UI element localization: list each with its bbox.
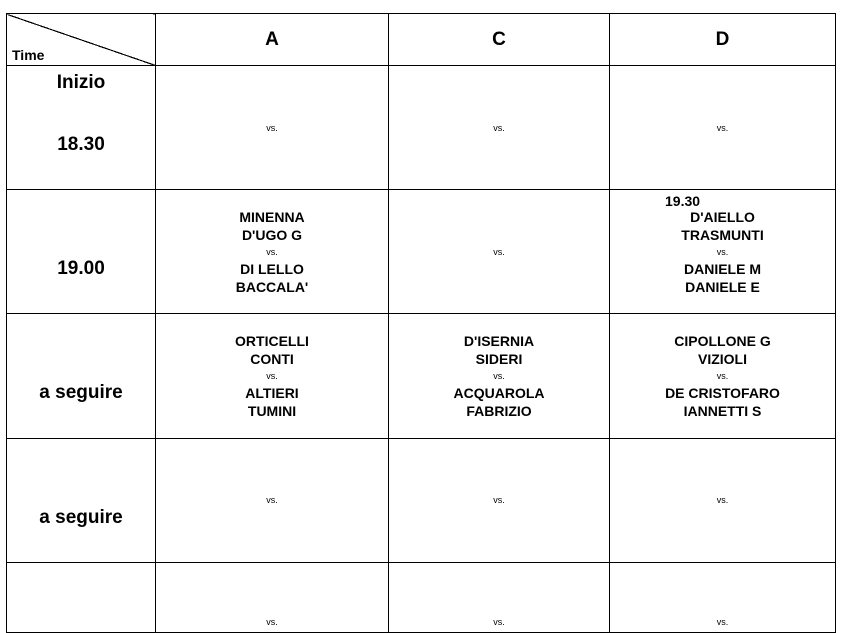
match-cell [156, 190, 389, 314]
match-cell [156, 438, 389, 562]
team1-player: D'AIELLO [690, 208, 755, 225]
vs-label: vs. [266, 371, 278, 382]
match-cell [610, 66, 836, 190]
time-slot-label: 18.30 [57, 134, 105, 155]
time-slot-cell [7, 190, 156, 314]
match-cell [389, 66, 610, 190]
vs-label: vs. [716, 122, 729, 133]
match-cell [610, 190, 836, 314]
match-cell [389, 562, 610, 632]
vs-label: vs. [493, 122, 505, 133]
schedule-row [7, 314, 836, 438]
match-content [389, 332, 609, 420]
time-slot-label: Inizio [56, 72, 106, 93]
column-header-c: C [389, 14, 610, 66]
match-content [389, 492, 609, 508]
team2-player: DI LELLO [240, 260, 304, 277]
match-content [610, 208, 835, 296]
match-cell [156, 562, 389, 632]
match-cell [389, 190, 610, 314]
team2-player: TUMINI [247, 403, 297, 420]
team1-player: CIPOLLONE G [674, 333, 771, 350]
time-header-label: Time [12, 47, 45, 63]
vs-label: vs. [493, 246, 505, 257]
time-slot-cell [7, 438, 156, 562]
match-content [610, 564, 835, 630]
match-content [610, 332, 835, 420]
match-content [610, 492, 835, 508]
team1-player: ORTICELLI [235, 333, 309, 350]
time-slot-label: a seguire [39, 506, 123, 528]
match-content [156, 332, 388, 420]
schedule-row [7, 190, 836, 314]
corner-header-cell [7, 14, 156, 66]
match-cell [156, 314, 389, 438]
match-content [389, 120, 609, 136]
team2-player: BACCALA' [235, 278, 309, 295]
match-cell [610, 314, 836, 438]
time-slot-label: 19.00 [57, 258, 105, 280]
time-slot-cell [7, 562, 156, 632]
vs-label: vs. [493, 617, 505, 628]
match-cell [610, 438, 836, 562]
match-content [156, 492, 388, 508]
team2-player: DE CRISTOFARO [665, 385, 780, 402]
team1-player: CONTI [250, 351, 294, 368]
team2-player: DANIELE M [684, 260, 761, 277]
match-content [156, 208, 388, 296]
match-content [610, 120, 835, 136]
match-cell [156, 66, 389, 190]
team2-player: ALTIERI [245, 385, 299, 402]
schedule-table [6, 13, 836, 633]
schedule-row [7, 562, 836, 632]
time-slot-cell [7, 66, 156, 190]
vs-label: vs. [716, 246, 729, 257]
match-content [156, 564, 388, 630]
time-slot-label: a seguire [39, 382, 123, 404]
team1-player: SIDERI [475, 351, 523, 368]
team1-player: D'ISERNIA [463, 333, 535, 350]
vs-label: vs. [266, 617, 278, 628]
team2-player: DANIELE E [685, 278, 760, 295]
match-time-note: 19.30 [665, 193, 701, 210]
team1-player: VIZIOLI [698, 351, 747, 368]
match-cell [610, 562, 836, 632]
column-header-d: D [610, 14, 836, 66]
team1-player: TRASMUNTI [681, 226, 764, 243]
team1-player: D'UGO G [241, 226, 303, 243]
schedule-row [7, 66, 836, 190]
column-header-a: A [156, 14, 389, 66]
vs-label: vs. [716, 371, 729, 382]
match-content [389, 244, 609, 260]
team2-player: FABRIZIO [466, 403, 532, 420]
schedule-row [7, 438, 836, 562]
vs-label: vs. [266, 495, 278, 506]
time-slot-cell [7, 314, 156, 438]
header-row [7, 14, 836, 66]
vs-label: vs. [493, 495, 505, 506]
match-content [389, 564, 609, 630]
team1-player: MINENNA [239, 208, 305, 225]
match-cell [389, 438, 610, 562]
vs-label: vs. [266, 122, 278, 133]
team2-player: ACQUAROLA [453, 385, 545, 402]
match-content [156, 120, 388, 136]
vs-label: vs. [716, 617, 729, 628]
vs-label: vs. [716, 495, 729, 506]
team2-player: IANNETTI S [683, 403, 762, 420]
vs-label: vs. [266, 246, 278, 257]
match-cell [389, 314, 610, 438]
vs-label: vs. [493, 371, 505, 382]
